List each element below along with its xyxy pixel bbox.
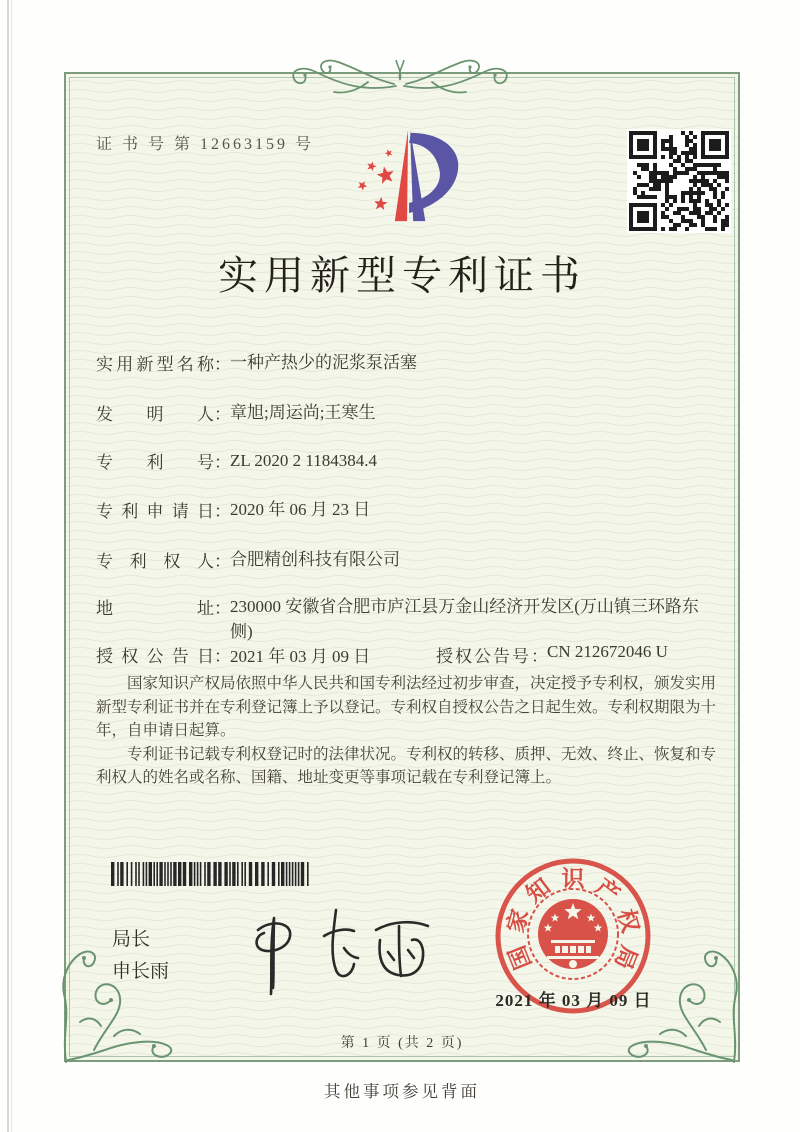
field-value: 230000 安徽省合肥市庐江县万金山经济开发区(万山镇三环路东侧) <box>230 597 699 641</box>
field-row-patent-no <box>96 448 721 473</box>
field-label: 专利号 <box>96 453 214 472</box>
field-colon: ： <box>214 647 231 666</box>
certificate-number: 证 书 号 第 12663159 号 <box>96 136 315 153</box>
svg-text:产: 产 <box>590 873 625 908</box>
svg-text:知: 知 <box>521 873 556 908</box>
field-colon: ： <box>531 647 548 666</box>
grant-date-value: 2021 年 03 月 09 日 <box>230 647 371 666</box>
top-ornament <box>268 46 532 98</box>
svg-text:识: 识 <box>561 866 585 892</box>
field-label: 授权公告号 <box>436 647 531 666</box>
field-label: 专利权人 <box>96 552 214 571</box>
field-row-grant <box>96 642 721 667</box>
back-note: 其他事项参见背面 <box>324 1082 480 1101</box>
field-label: 地址 <box>96 599 214 618</box>
field-row-inventors <box>96 400 721 425</box>
field-value: 2020 年 06 月 23 日 <box>230 500 371 519</box>
field-label: 发明人 <box>96 405 214 424</box>
field-colon: ： <box>214 552 231 571</box>
certificate-panel <box>64 72 740 1062</box>
field-value: 一种产热少的泥浆泵活塞 <box>230 353 417 372</box>
field-colon: ： <box>214 355 231 374</box>
legal-text <box>96 672 716 790</box>
field-label: 授权公告日 <box>96 647 214 666</box>
grant-no-pair <box>436 642 668 667</box>
legal-paragraph-2: 专利证书记载专利权登记时的法律状况。专利权的转移、质押、无效、终止、恢复和专利权人的姓名或名称、国籍、地址变更等事项记载在专利登记簿上。 <box>96 745 717 786</box>
legal-paragraph-1: 国家知识产权局依照中华人民共和国专利法经过初步审查，决定授予专利权，颁发实用新型专利证书并在专利登记簿上予以登记。专利权自授权公告之日起生效。专利权期限为十年，自申请日起算。 <box>96 675 717 739</box>
cnipa-logo <box>338 112 470 240</box>
field-label: 专利申请日 <box>96 502 214 521</box>
svg-text:局: 局 <box>609 942 642 973</box>
seal-date: 2021 年 03 月 09 日 <box>495 991 652 1010</box>
field-label: 实用新型名称 <box>96 355 214 374</box>
corner-flourish-left <box>58 942 193 1067</box>
field-colon: ： <box>214 453 231 472</box>
field-colon: ： <box>214 405 231 424</box>
director-signature <box>236 896 441 1001</box>
field-colon: ： <box>214 599 231 618</box>
page-number: 第 1 页 (共 2 页) <box>340 1036 464 1051</box>
scan-edge-line <box>7 0 9 1132</box>
field-row-name <box>96 350 721 375</box>
field-value: 章旭;周运尚;王寒生 <box>230 403 376 422</box>
corner-flourish-right <box>607 942 742 1067</box>
barcode-icon <box>111 862 311 886</box>
scan-edge-line-2 <box>11 0 12 1132</box>
field-colon: ： <box>214 502 231 521</box>
svg-text:国: 国 <box>504 942 537 973</box>
director-label: 局长 <box>112 929 151 950</box>
svg-text:权: 权 <box>612 906 644 936</box>
svg-text:家: 家 <box>502 906 534 936</box>
grant-no-value: CN 212672046 U <box>547 642 668 661</box>
field-value: ZL 2020 2 1184384.4 <box>230 451 378 470</box>
field-row-patentee <box>96 547 721 572</box>
field-row-filing-date <box>96 497 721 522</box>
field-value: 合肥精创科技有限公司 <box>230 550 400 569</box>
field-row-address <box>96 594 721 644</box>
qr-code-icon <box>627 129 731 233</box>
director-name: 申长雨 <box>112 961 170 982</box>
certificate-title: 实用新型专利证书 <box>218 253 586 298</box>
